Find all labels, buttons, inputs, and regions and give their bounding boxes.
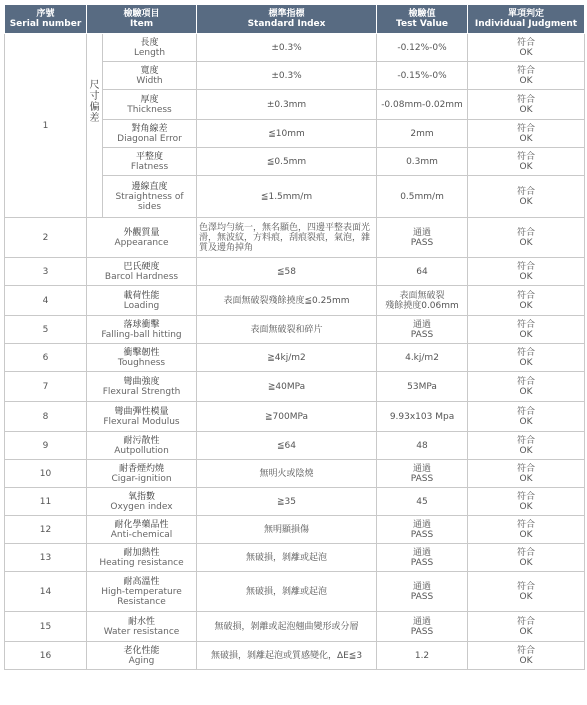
item-cell: 氧指數 Oxygen index: [87, 488, 197, 516]
standard-cell: ≦1.5mm/m: [197, 176, 377, 218]
value-cell: 通過 PASS: [377, 218, 468, 258]
standard-cell: 表面無破裂和碎片: [197, 316, 377, 344]
value-cell: 通過 PASS: [377, 544, 468, 572]
value-cell: 9.93x103 Mpa: [377, 402, 468, 432]
value-cell: 通過 PASS: [377, 612, 468, 642]
standard-cell: 無破損，剝離或起泡: [197, 544, 377, 572]
table-row: [5, 372, 585, 402]
value-cell: 1.2: [377, 642, 468, 670]
judgment-cell: 符合 OK: [468, 34, 585, 62]
item-cell: 邊線直度 Straightness of sides: [103, 176, 197, 218]
item-cell: 老化性能 Aging: [87, 642, 197, 670]
judgment-cell: 符合 OK: [468, 460, 585, 488]
standard-cell: ±0.3%: [197, 34, 377, 62]
value-cell: 48: [377, 432, 468, 460]
value-cell: 表面無破裂 殘餘撓度0.06mm: [377, 286, 468, 316]
standard-cell: ±0.3mm: [197, 90, 377, 120]
standard-cell: 無明火或陰燒: [197, 460, 377, 488]
item-cell: 耐污散性 Autpollution: [87, 432, 197, 460]
inspection-table: [4, 4, 585, 670]
serial-cell: 16: [5, 642, 87, 670]
serial-cell: 11: [5, 488, 87, 516]
item-cell: 厚度 Thickness: [103, 90, 197, 120]
serial-cell: 5: [5, 316, 87, 344]
standard-cell: 無明顯損傷: [197, 516, 377, 544]
table-row: [5, 258, 585, 286]
item-cell: 耐化學藥品性 Anti-chemical: [87, 516, 197, 544]
standard-cell: ≦58: [197, 258, 377, 286]
standard-cell: ≧40MPa: [197, 372, 377, 402]
judgment-cell: 符合 OK: [468, 372, 585, 402]
serial-cell: 14: [5, 572, 87, 612]
table-row: [5, 612, 585, 642]
judgment-cell: 符合 OK: [468, 642, 585, 670]
serial-cell: 9: [5, 432, 87, 460]
judgment-cell: 符合 OK: [468, 90, 585, 120]
value-cell: 通過 PASS: [377, 516, 468, 544]
standard-cell: ±0.3%: [197, 62, 377, 90]
table-row: [5, 460, 585, 488]
item-cell: 巴氏硬度 Barcol Hardness: [87, 258, 197, 286]
item-cell: 平整度 Flatness: [103, 148, 197, 176]
serial-cell: 12: [5, 516, 87, 544]
item-cell: 耐加熱性 Heating resistance: [87, 544, 197, 572]
serial-cell: 3: [5, 258, 87, 286]
standard-cell: ≦10mm: [197, 120, 377, 148]
table-row: [5, 286, 585, 316]
value-cell: 通過 PASS: [377, 460, 468, 488]
value-cell: 4.kj/m2: [377, 344, 468, 372]
value-cell: -0.15%-0%: [377, 62, 468, 90]
serial-cell: 15: [5, 612, 87, 642]
value-cell: 2mm: [377, 120, 468, 148]
item-cell: 耐高溫性 High-temperature Resistance: [87, 572, 197, 612]
value-cell: 通過 PASS: [377, 316, 468, 344]
table-row: [5, 344, 585, 372]
table-row: [5, 572, 585, 612]
standard-cell: ≧35: [197, 488, 377, 516]
judgment-cell: 符合 OK: [468, 62, 585, 90]
item-cell: 耐水性 Water resistance: [87, 612, 197, 642]
serial-cell: 13: [5, 544, 87, 572]
standard-cell: 表面無破裂殘餘撓度≦0.25mm: [197, 286, 377, 316]
serial-cell: 4: [5, 286, 87, 316]
value-cell: 45: [377, 488, 468, 516]
item-cell: 對角線差 Diagonal Error: [103, 120, 197, 148]
header-judgment: 單項判定 Individual Judgment: [468, 5, 585, 34]
item-cell: 外觀質量 Appearance: [87, 218, 197, 258]
value-cell: 通過 PASS: [377, 572, 468, 612]
item-cell: 長度 Length: [103, 34, 197, 62]
item-cell: 彎曲彈性模量 Flexural Modulus: [87, 402, 197, 432]
header-standard: 標準指標 Standard Index: [197, 5, 377, 34]
judgment-cell: 符合 OK: [468, 258, 585, 286]
serial-cell: 6: [5, 344, 87, 372]
judgment-cell: 符合 OK: [468, 120, 585, 148]
table-header-row: [5, 5, 585, 34]
table-row: [5, 218, 585, 258]
standard-cell: 無破損，剝離或起泡: [197, 572, 377, 612]
item-cell: 彎曲強度 Flexural Strength: [87, 372, 197, 402]
value-cell: 0.5mm/m: [377, 176, 468, 218]
table-row: [5, 402, 585, 432]
header-serial: 序號 Serial number: [5, 5, 87, 34]
item-cell: 落球衝擊 Falling-ball hitting: [87, 316, 197, 344]
value-cell: 64: [377, 258, 468, 286]
table-row: [5, 544, 585, 572]
serial-cell: 1: [5, 34, 87, 218]
table-row: [5, 316, 585, 344]
standard-cell: ≦0.5mm: [197, 148, 377, 176]
table-row: [5, 488, 585, 516]
standard-cell: 色澤均勻統一，無名顯色，四邊平整表面光滑，無波紋，方料痕，刮痕裂痕，氣泡，雜質及邊角掉角: [197, 218, 377, 258]
judgment-cell: 符合 OK: [468, 516, 585, 544]
value-cell: 53MPa: [377, 372, 468, 402]
judgment-cell: 符合 OK: [468, 432, 585, 460]
serial-cell: 2: [5, 218, 87, 258]
value-cell: 0.3mm: [377, 148, 468, 176]
table-row: [5, 642, 585, 670]
judgment-cell: 符合 OK: [468, 344, 585, 372]
serial-cell: 8: [5, 402, 87, 432]
standard-cell: 無破損，剝離或起泡翹曲變形或分層: [197, 612, 377, 642]
judgment-cell: 符合 OK: [468, 218, 585, 258]
group-label-cell: [87, 34, 103, 218]
table-row: [5, 34, 585, 62]
standard-cell: 無破損，剝離起泡或質感變化，ΔE≦3: [197, 642, 377, 670]
judgment-cell: 符合 OK: [468, 286, 585, 316]
item-cell: 寬度 Width: [103, 62, 197, 90]
judgment-cell: 符合 OK: [468, 544, 585, 572]
header-item: 檢驗項目 Item: [87, 5, 197, 34]
value-cell: -0.12%-0%: [377, 34, 468, 62]
judgment-cell: 符合 OK: [468, 572, 585, 612]
table-row: [5, 432, 585, 460]
standard-cell: ≧700MPa: [197, 402, 377, 432]
standard-cell: ≧4kj/m2: [197, 344, 377, 372]
item-cell: 衝擊韌性 Toughness: [87, 344, 197, 372]
table-body: [5, 34, 585, 670]
item-cell: 耐香煙灼燒 Cigar-ignition: [87, 460, 197, 488]
serial-cell: 7: [5, 372, 87, 402]
judgment-cell: 符合 OK: [468, 612, 585, 642]
header-value: 檢驗值 Test Value: [377, 5, 468, 34]
table-row: [5, 516, 585, 544]
judgment-cell: 符合 OK: [468, 402, 585, 432]
serial-cell: 10: [5, 460, 87, 488]
standard-cell: ≦64: [197, 432, 377, 460]
item-cell: 載荷性能 Loading: [87, 286, 197, 316]
judgment-cell: 符合 OK: [468, 488, 585, 516]
judgment-cell: 符合 OK: [468, 316, 585, 344]
judgment-cell: 符合 OK: [468, 176, 585, 218]
value-cell: -0.08mm-0.02mm: [377, 90, 468, 120]
group-label: 尺寸偏差: [89, 80, 100, 124]
judgment-cell: 符合 OK: [468, 148, 585, 176]
